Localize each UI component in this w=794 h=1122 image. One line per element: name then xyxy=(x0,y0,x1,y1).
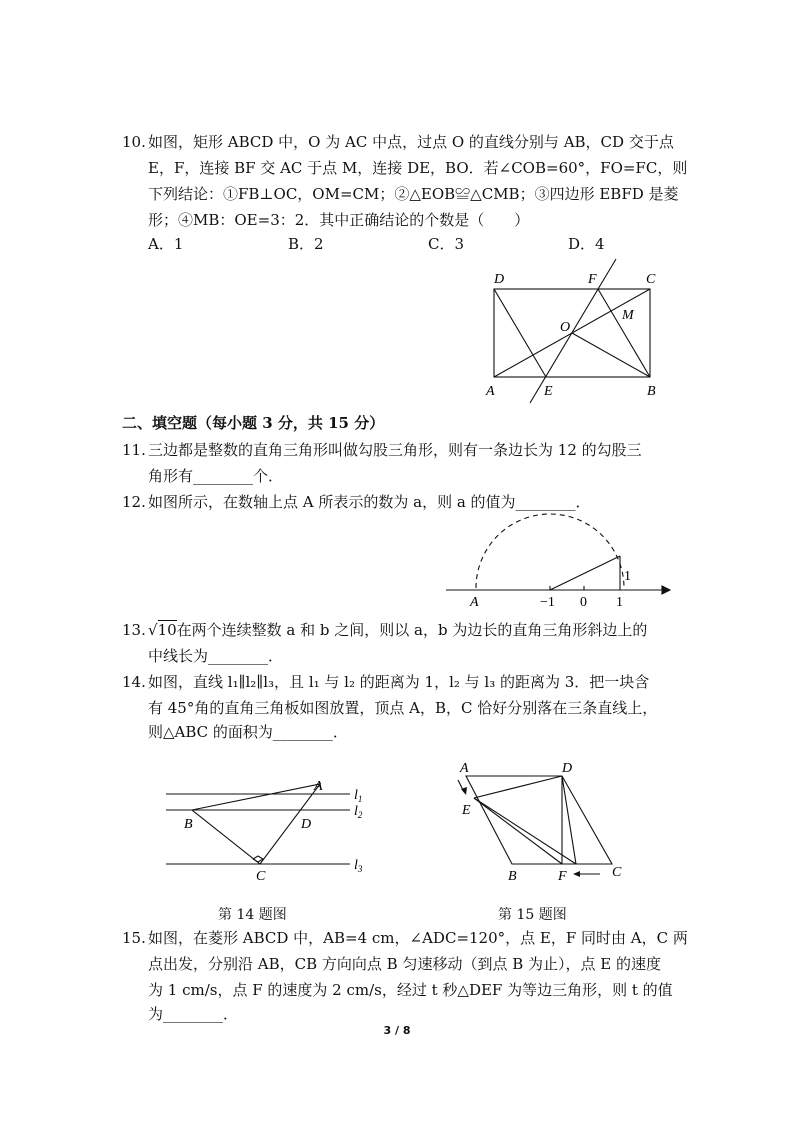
label-e: E xyxy=(462,803,471,818)
option-b: B．2 xyxy=(288,235,324,253)
page-number: 3 / 8 xyxy=(383,1024,411,1037)
sqrt-radicand: 10 xyxy=(157,621,177,639)
q12-number-line-figure xyxy=(440,508,680,613)
option-a: A．1 xyxy=(148,235,184,253)
label-o: O xyxy=(560,320,571,335)
q15-caption: 第 15 题图 xyxy=(498,907,567,923)
label-a: A xyxy=(460,761,469,776)
label-f: F xyxy=(558,869,567,884)
q11-number: 11. xyxy=(122,441,146,459)
q15-figure xyxy=(452,756,642,886)
label-a: A xyxy=(470,595,479,610)
label-b: B xyxy=(184,817,193,832)
q12-number: 12. xyxy=(122,493,146,511)
label-d: D xyxy=(301,817,312,832)
label-d: D xyxy=(562,761,573,776)
label-c: C xyxy=(256,869,266,884)
label-a: A xyxy=(486,384,495,399)
section-2-title: 二、填空题（每小题 3 分，共 15 分） xyxy=(122,414,385,432)
label-f: F xyxy=(588,272,597,287)
q13-number: 13. xyxy=(122,621,146,639)
sqrt-sign: √ xyxy=(148,621,158,639)
label-l1: $l_1$ xyxy=(354,788,363,804)
label-e: E xyxy=(544,384,553,399)
q14-figure xyxy=(160,772,380,887)
label-c: C xyxy=(612,865,622,880)
label-b: B xyxy=(647,384,656,399)
label-minus-one: −1 xyxy=(540,595,555,610)
label-m: M xyxy=(622,308,634,323)
q10-figure xyxy=(480,255,680,405)
label-b: B xyxy=(508,869,517,884)
label-zero: 0 xyxy=(580,595,587,610)
label-d: D xyxy=(494,272,505,287)
q14-caption: 第 14 题图 xyxy=(218,907,287,923)
label-l3: $l_3$ xyxy=(354,858,363,874)
label-a: A xyxy=(314,779,323,794)
option-d: D．4 xyxy=(568,235,605,253)
q10-number: 10. xyxy=(122,133,146,151)
label-one: 1 xyxy=(616,595,623,610)
label-l2: $l_2$ xyxy=(354,804,363,820)
q14-number: 14. xyxy=(122,673,146,691)
option-c: C．3 xyxy=(428,235,465,253)
label-height: 1 xyxy=(624,569,631,584)
q15-number: 15. xyxy=(122,929,146,947)
label-c: C xyxy=(646,272,656,287)
